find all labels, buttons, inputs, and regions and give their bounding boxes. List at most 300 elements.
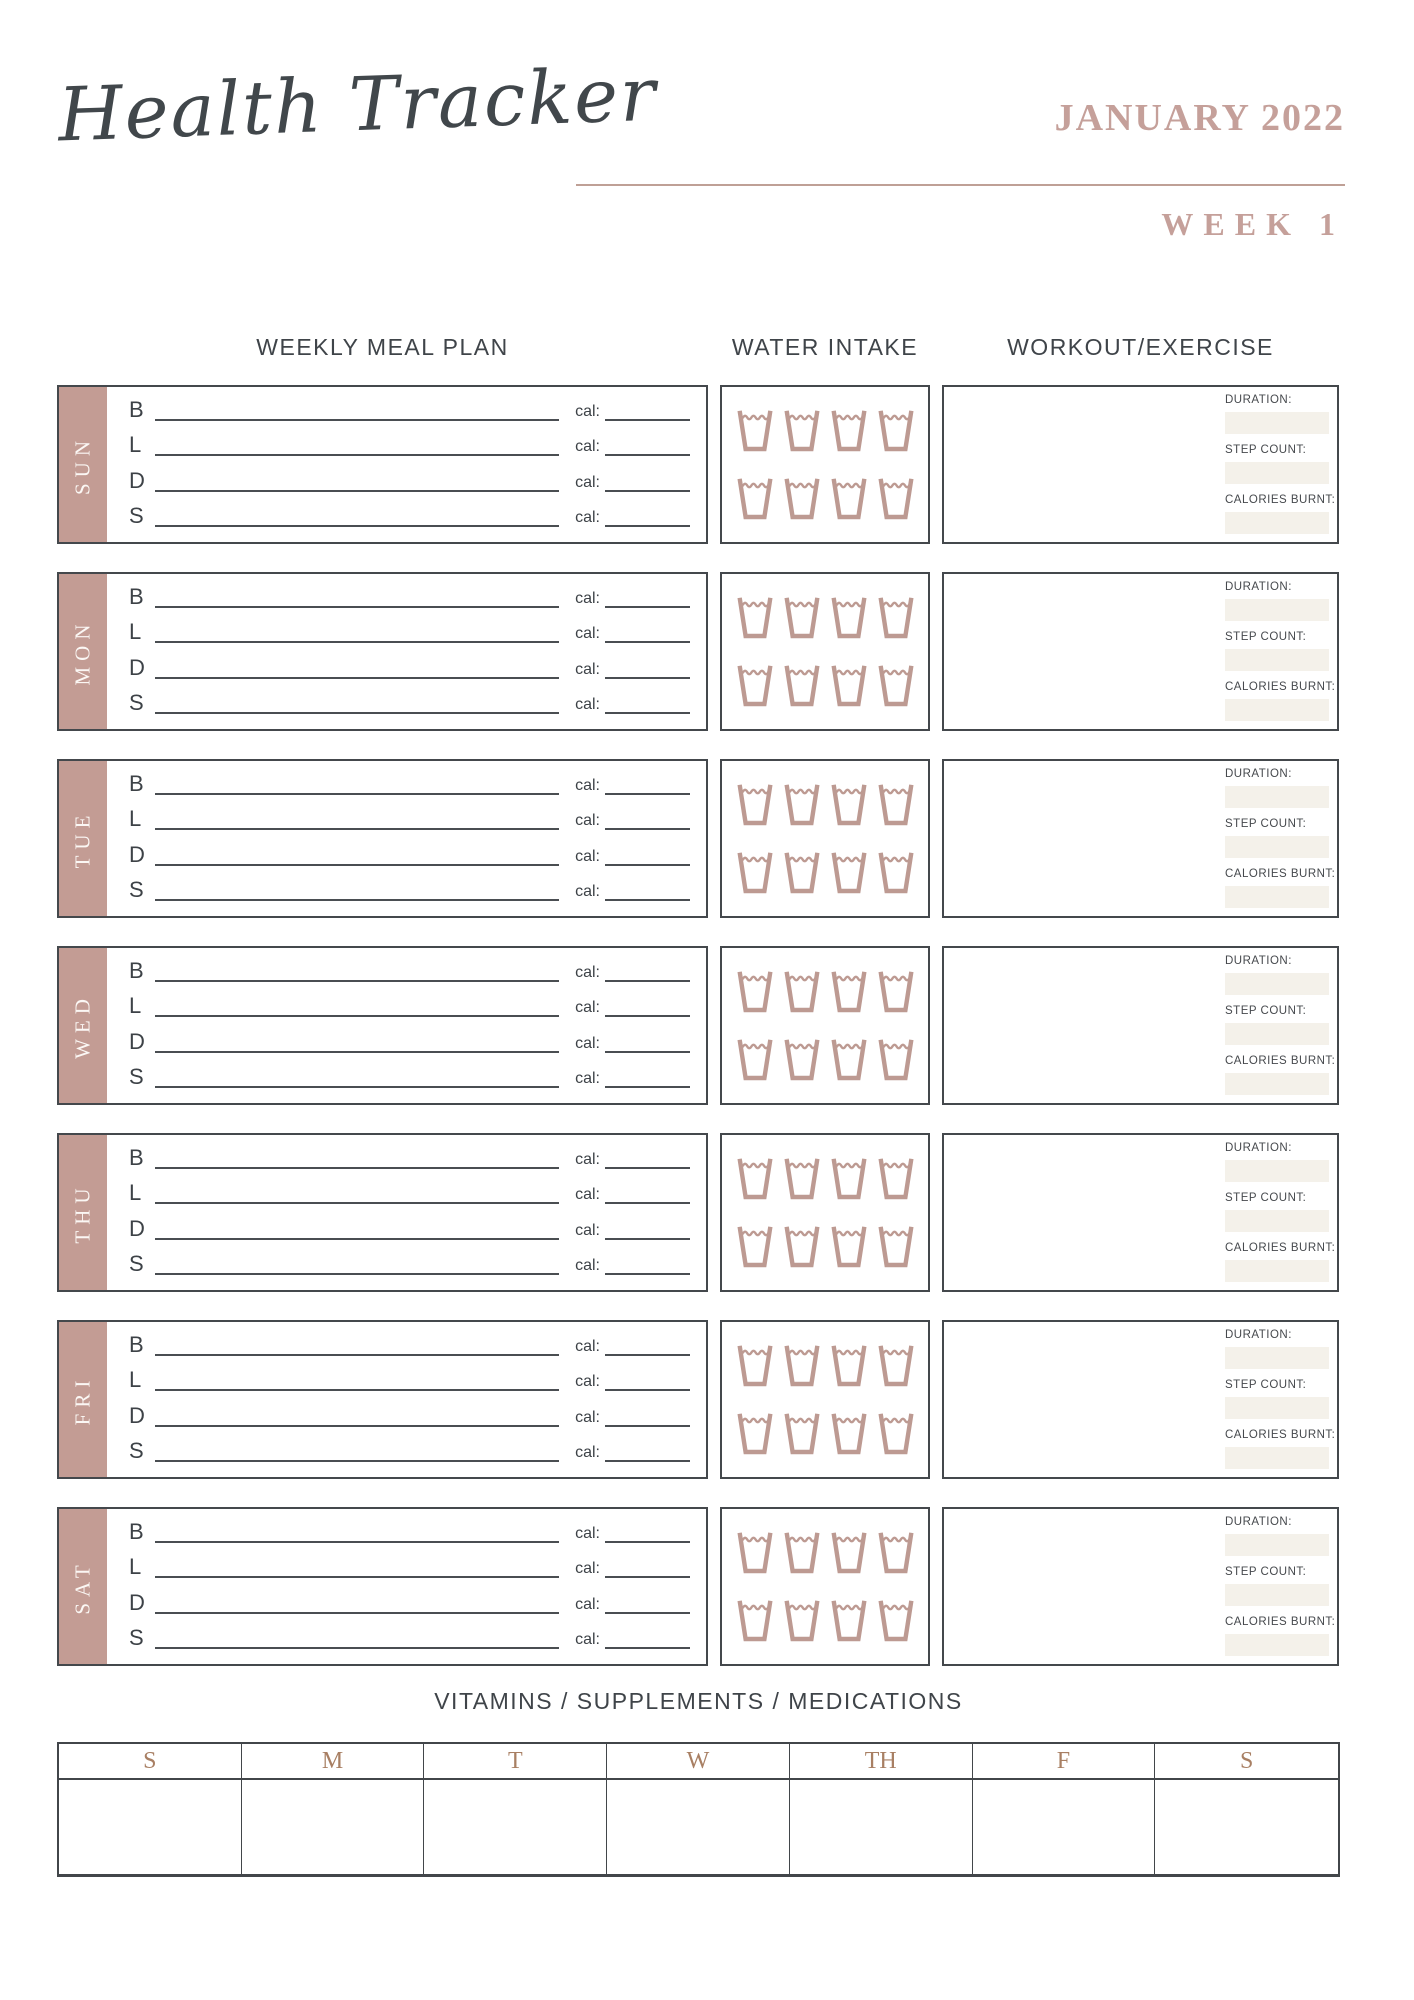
workout-box: [942, 759, 1339, 918]
meal-entry-line[interactable]: [155, 688, 559, 714]
calories-entry-line[interactable]: [605, 1220, 690, 1240]
vitamins-day-cell[interactable]: [973, 1780, 1156, 1874]
water-cup-icon[interactable]: [736, 410, 774, 452]
meal-letter: L: [129, 432, 142, 458]
water-cup-row: [736, 784, 915, 826]
vitamins-day-cell[interactable]: [1155, 1780, 1338, 1874]
workout-field-input[interactable]: [1225, 786, 1329, 808]
workout-field-label: DURATION:: [1225, 768, 1292, 780]
day-tab-label: THU: [70, 1181, 95, 1244]
workout-field-label: STEP COUNT:: [1225, 818, 1307, 830]
vitamins-day-header: W: [607, 1744, 790, 1780]
workout-field: [1225, 1328, 1329, 1369]
day-row: [57, 1133, 1340, 1292]
day-row: [57, 946, 1340, 1105]
water-cup-icon[interactable]: [783, 597, 821, 639]
meal-row: [129, 1586, 690, 1616]
calories-entry-line[interactable]: [605, 507, 690, 527]
water-cup-icon[interactable]: [736, 971, 774, 1013]
water-cup-icon[interactable]: [830, 665, 868, 707]
meal-entry-line[interactable]: [155, 1178, 559, 1204]
calories-entry-line[interactable]: [605, 1068, 690, 1088]
meal-entry-line[interactable]: [155, 804, 559, 830]
meal-letter: D: [129, 467, 145, 493]
workout-field-input[interactable]: [1225, 836, 1329, 858]
workout-field-label: DURATION:: [1225, 1516, 1292, 1528]
vitamins-body-row: [59, 1780, 1338, 1874]
meal-letter: S: [129, 1624, 144, 1650]
calories-label: cal:: [575, 882, 600, 900]
workout-field: [1225, 1378, 1329, 1419]
meal-row: [129, 1550, 690, 1580]
calories-entry-line[interactable]: [605, 1149, 690, 1169]
calories-entry-line[interactable]: [605, 1255, 690, 1275]
water-cup-icon[interactable]: [877, 410, 915, 452]
meal-row: [129, 393, 690, 423]
meal-row: [129, 464, 690, 494]
water-cup-icon[interactable]: [783, 852, 821, 894]
meal-row: [129, 954, 690, 984]
workout-box: [942, 1133, 1339, 1292]
workout-fields: [1225, 1322, 1336, 1477]
water-cup-icon[interactable]: [736, 1039, 774, 1081]
calories-label: cal:: [575, 1630, 600, 1648]
water-cup-icon[interactable]: [830, 971, 868, 1013]
meal-entry-line[interactable]: [155, 466, 559, 492]
workout-field: [1225, 1141, 1329, 1182]
calories-entry-line[interactable]: [605, 1558, 690, 1578]
calories-entry-line[interactable]: [605, 1371, 690, 1391]
workout-field-label: CALORIES BURNT:: [1225, 1616, 1336, 1628]
workout-box: [942, 946, 1339, 1105]
calories-label: cal:: [575, 695, 600, 713]
meal-entry-line[interactable]: [155, 1027, 559, 1053]
meal-letter: L: [129, 806, 142, 832]
workout-fields: [1225, 574, 1336, 729]
meal-letter: L: [129, 1554, 142, 1580]
meal-letter: L: [129, 619, 142, 645]
meal-rows: [107, 1135, 706, 1290]
day-tab: [59, 1509, 107, 1664]
workout-field-input[interactable]: [1225, 1023, 1329, 1045]
meal-entry-line[interactable]: [155, 1401, 559, 1427]
calories-label: cal:: [575, 403, 600, 420]
calories-label: cal:: [575, 438, 600, 456]
day-row: [57, 1507, 1340, 1666]
water-cup-row: [736, 478, 915, 520]
meal-entry-line[interactable]: [155, 1062, 559, 1088]
water-cup-icon[interactable]: [830, 852, 868, 894]
workout-field-input[interactable]: [1225, 1584, 1329, 1606]
workout-field-input[interactable]: [1225, 1260, 1329, 1282]
water-cup-icon[interactable]: [736, 1532, 774, 1574]
calories-entry-line[interactable]: [605, 810, 690, 830]
water-cup-icon[interactable]: [783, 410, 821, 452]
calories-entry-line[interactable]: [605, 997, 690, 1017]
meal-letter: D: [129, 1402, 145, 1428]
water-intake-box: [720, 385, 930, 544]
workout-field-input[interactable]: [1225, 699, 1329, 721]
water-cup-row: [736, 1413, 915, 1455]
meal-row: [129, 499, 690, 529]
meal-plan-box: [57, 572, 708, 731]
calories-entry-line[interactable]: [605, 1594, 690, 1614]
water-cup-icon[interactable]: [783, 971, 821, 1013]
meal-rows: [107, 1322, 706, 1477]
water-cup-icon[interactable]: [736, 852, 774, 894]
meal-letter: D: [129, 841, 145, 867]
workout-field-input[interactable]: [1225, 462, 1329, 484]
calories-label: cal:: [575, 1034, 600, 1052]
meal-entry-line[interactable]: [155, 617, 559, 643]
meal-entry-line[interactable]: [155, 1623, 559, 1649]
water-cup-icon[interactable]: [783, 1345, 821, 1387]
calories-label: cal:: [575, 590, 600, 607]
water-cup-icon[interactable]: [736, 1345, 774, 1387]
workout-field-input[interactable]: [1225, 1210, 1329, 1232]
meal-plan-box: [57, 946, 708, 1105]
meal-letter: S: [129, 876, 144, 902]
meal-row: [129, 615, 690, 645]
day-tab-label: MON: [70, 617, 95, 686]
water-cup-icon[interactable]: [736, 1600, 774, 1642]
meal-rows: [107, 574, 706, 729]
workout-field-input[interactable]: [1225, 973, 1329, 995]
water-cup-icon[interactable]: [736, 1226, 774, 1268]
water-cup-icon[interactable]: [830, 597, 868, 639]
meal-letter: B: [129, 584, 144, 609]
meal-row: [129, 1212, 690, 1242]
workout-field-label: CALORIES BURNT:: [1225, 681, 1336, 693]
meal-rows: [107, 1509, 706, 1664]
day-tab-label: FRI: [70, 1374, 95, 1425]
calories-label: cal:: [575, 473, 600, 491]
water-intake-header: WATER INTAKE: [731, 334, 919, 360]
water-cup-icon[interactable]: [830, 1600, 868, 1642]
water-cup-icon[interactable]: [830, 1413, 868, 1455]
water-cup-icon[interactable]: [877, 1600, 915, 1642]
workout-field-label: DURATION:: [1225, 581, 1292, 593]
meal-letter: S: [129, 502, 144, 528]
water-cup-icon[interactable]: [830, 1039, 868, 1081]
workout-field-input[interactable]: [1225, 649, 1329, 671]
meal-row: [129, 873, 690, 903]
water-cup-icon[interactable]: [877, 665, 915, 707]
water-cup-icon[interactable]: [877, 1413, 915, 1455]
water-intake-box: [720, 1507, 930, 1666]
water-cup-icon[interactable]: [783, 665, 821, 707]
water-cup-icon[interactable]: [877, 784, 915, 826]
water-cup-icon[interactable]: [830, 1532, 868, 1574]
vitamins-day-cell[interactable]: [790, 1780, 973, 1874]
meal-entry-line[interactable]: [155, 840, 559, 866]
vitamins-table: [57, 1742, 1340, 1877]
water-cup-icon[interactable]: [877, 852, 915, 894]
week-label: WEEK 1: [1161, 206, 1345, 242]
calories-label: cal:: [575, 1256, 600, 1274]
calories-entry-line[interactable]: [605, 881, 690, 901]
day-tab: [59, 1135, 107, 1290]
meal-row: [129, 1515, 690, 1545]
workout-fields: [1225, 387, 1336, 542]
meal-row: [129, 1363, 690, 1393]
workout-field-label: STEP COUNT:: [1225, 1005, 1307, 1017]
meal-letter: D: [129, 1215, 145, 1241]
workout-field-input[interactable]: [1225, 412, 1329, 434]
water-cup-icon[interactable]: [877, 597, 915, 639]
water-intake-box: [720, 1320, 930, 1479]
workout-field-input[interactable]: [1225, 1160, 1329, 1182]
water-cup-row: [736, 597, 915, 639]
workout-field-label: STEP COUNT:: [1225, 1192, 1307, 1204]
workout-field: [1225, 1191, 1329, 1232]
workout-field: [1225, 867, 1336, 908]
calories-entry-line[interactable]: [605, 1629, 690, 1649]
meal-entry-line[interactable]: [155, 875, 559, 901]
calories-entry-line[interactable]: [605, 623, 690, 643]
meal-plan-header: WEEKLY MEAL PLAN: [256, 334, 509, 360]
meal-entry-line[interactable]: [155, 956, 559, 982]
vitamins-day-cell[interactable]: [242, 1780, 425, 1874]
meal-entry-line[interactable]: [155, 653, 559, 679]
meal-row: [129, 838, 690, 868]
calories-entry-line[interactable]: [605, 436, 690, 456]
meal-entry-line[interactable]: [155, 582, 559, 608]
workout-field-label: DURATION:: [1225, 394, 1292, 406]
meal-entry-line[interactable]: [155, 1552, 559, 1578]
workout-field-input[interactable]: [1225, 1534, 1329, 1556]
day-tab-label: TUE: [70, 809, 95, 868]
day-tab: [59, 761, 107, 916]
calories-label: cal:: [575, 508, 600, 526]
meal-row: [129, 767, 690, 797]
water-cup-row: [736, 1600, 915, 1642]
calories-entry-line[interactable]: [605, 659, 690, 679]
meal-letter: L: [129, 993, 142, 1019]
water-intake-box: [720, 572, 930, 731]
meal-entry-line[interactable]: [155, 395, 559, 421]
water-cup-icon[interactable]: [783, 478, 821, 520]
water-cup-icon[interactable]: [877, 1039, 915, 1081]
meal-letter: S: [129, 1250, 144, 1276]
calories-entry-line[interactable]: [605, 1442, 690, 1462]
calories-entry-line[interactable]: [605, 962, 690, 982]
vitamins-day-header: T: [424, 1744, 607, 1780]
day-tab-label: SUN: [70, 434, 95, 495]
workout-fields: [1225, 1135, 1336, 1290]
meal-entry-line[interactable]: [155, 1436, 559, 1462]
water-cup-icon[interactable]: [830, 1158, 868, 1200]
water-cup-icon[interactable]: [783, 1158, 821, 1200]
water-cup-icon[interactable]: [830, 1226, 868, 1268]
meal-row: [129, 686, 690, 716]
workout-field-label: CALORIES BURNT:: [1225, 1429, 1336, 1441]
meal-rows: [107, 387, 706, 542]
day-row: [57, 572, 1340, 731]
calories-entry-line[interactable]: [605, 472, 690, 492]
water-cup-icon[interactable]: [830, 478, 868, 520]
calories-label: cal:: [575, 1373, 600, 1391]
calories-entry-line[interactable]: [605, 694, 690, 714]
workout-field: [1225, 630, 1329, 671]
meal-letter: B: [129, 958, 144, 983]
vitamins-day-header: TH: [790, 1744, 973, 1780]
meal-row: [129, 1399, 690, 1429]
workout-field: [1225, 393, 1329, 434]
workout-field: [1225, 1241, 1336, 1282]
water-cup-icon[interactable]: [877, 1226, 915, 1268]
water-cup-icon[interactable]: [736, 784, 774, 826]
day-row: [57, 1320, 1340, 1479]
calories-entry-line[interactable]: [605, 1407, 690, 1427]
workout-field-input[interactable]: [1225, 1073, 1329, 1095]
meal-entry-line[interactable]: [155, 501, 559, 527]
workout-field: [1225, 1054, 1336, 1095]
calories-label: cal:: [575, 999, 600, 1017]
meal-row: [129, 1176, 690, 1206]
calories-entry-line[interactable]: [605, 401, 690, 421]
meal-entry-line[interactable]: [155, 991, 559, 1017]
calories-label: cal:: [575, 625, 600, 643]
workout-field: [1225, 443, 1329, 484]
water-cup-icon[interactable]: [783, 1226, 821, 1268]
water-intake-box: [720, 759, 930, 918]
water-cup-icon[interactable]: [877, 478, 915, 520]
water-cup-icon[interactable]: [736, 597, 774, 639]
meal-letter: S: [129, 1063, 144, 1089]
meal-letter: S: [129, 689, 144, 715]
water-cup-icon[interactable]: [877, 1158, 915, 1200]
vitamins-day-cell[interactable]: [59, 1780, 242, 1874]
calories-entry-line[interactable]: [605, 846, 690, 866]
workout-field-input[interactable]: [1225, 1347, 1329, 1369]
meal-letter: D: [129, 654, 145, 680]
water-cup-icon[interactable]: [736, 665, 774, 707]
calories-entry-line[interactable]: [605, 1523, 690, 1543]
water-cup-icon[interactable]: [783, 1600, 821, 1642]
workout-field-label: CALORIES BURNT:: [1225, 1242, 1336, 1254]
calories-entry-line[interactable]: [605, 775, 690, 795]
meal-entry-line[interactable]: [155, 769, 559, 795]
header-divider: [576, 184, 1345, 186]
meal-row: [129, 1434, 690, 1464]
workout-field-input[interactable]: [1225, 1397, 1329, 1419]
meal-row: [129, 580, 690, 610]
meal-entry-line[interactable]: [155, 1214, 559, 1240]
water-cup-icon[interactable]: [783, 1532, 821, 1574]
workout-field-label: STEP COUNT:: [1225, 1379, 1307, 1391]
workout-field-input[interactable]: [1225, 886, 1329, 908]
calories-label: cal:: [575, 1069, 600, 1087]
workout-field-input[interactable]: [1225, 512, 1329, 534]
meal-plan-box: [57, 1133, 708, 1292]
day-row: [57, 385, 1340, 544]
water-cup-row: [736, 665, 915, 707]
meal-entry-line[interactable]: [155, 1588, 559, 1614]
workout-field-input[interactable]: [1225, 1447, 1329, 1469]
water-intake-box: [720, 946, 930, 1105]
day-rows: [57, 385, 1340, 1694]
vitamins-day-cell[interactable]: [424, 1780, 607, 1874]
vitamins-day-header: S: [1155, 1744, 1338, 1780]
water-cup-icon[interactable]: [783, 784, 821, 826]
water-cup-icon[interactable]: [877, 971, 915, 1013]
meal-entry-line[interactable]: [155, 1143, 559, 1169]
calories-label: cal:: [575, 1408, 600, 1426]
meal-plan-box: [57, 1320, 708, 1479]
water-cup-row: [736, 852, 915, 894]
day-tab: [59, 387, 107, 542]
calories-entry-line[interactable]: [605, 1336, 690, 1356]
water-cup-icon[interactable]: [830, 784, 868, 826]
meal-row: [129, 802, 690, 832]
calories-entry-line[interactable]: [605, 588, 690, 608]
vitamins-day-header: S: [59, 1744, 242, 1780]
water-cup-row: [736, 1158, 915, 1200]
workout-field: [1225, 580, 1329, 621]
workout-field: [1225, 954, 1329, 995]
workout-field: [1225, 1004, 1329, 1045]
water-cup-icon[interactable]: [877, 1532, 915, 1574]
water-cup-icon[interactable]: [783, 1413, 821, 1455]
calories-label: cal:: [575, 1443, 600, 1461]
meal-plan-box: [57, 385, 708, 544]
workout-field-label: DURATION:: [1225, 955, 1292, 967]
calories-label: cal:: [575, 1525, 600, 1542]
water-cup-icon[interactable]: [830, 1345, 868, 1387]
workout-field-input[interactable]: [1225, 599, 1329, 621]
water-cup-icon[interactable]: [736, 478, 774, 520]
workout-field-label: CALORIES BURNT:: [1225, 868, 1336, 880]
water-cup-icon[interactable]: [877, 1345, 915, 1387]
water-cup-row: [736, 1345, 915, 1387]
workout-field: [1225, 680, 1336, 721]
water-cup-icon[interactable]: [783, 1039, 821, 1081]
workout-field-label: STEP COUNT:: [1225, 1566, 1307, 1578]
meal-letter: B: [129, 771, 144, 796]
water-cup-icon[interactable]: [736, 1413, 774, 1455]
meal-entry-line[interactable]: [155, 1330, 559, 1356]
calories-label: cal:: [575, 1595, 600, 1613]
workout-field: [1225, 1515, 1329, 1556]
water-cup-row: [736, 1226, 915, 1268]
meal-entry-line[interactable]: [155, 1517, 559, 1543]
calories-entry-line[interactable]: [605, 1184, 690, 1204]
day-tab: [59, 574, 107, 729]
meal-letter: B: [129, 1145, 144, 1170]
water-cup-row: [736, 1532, 915, 1574]
workout-fields: [1225, 761, 1336, 916]
vitamins-day-cell[interactable]: [607, 1780, 790, 1874]
day-tab: [59, 948, 107, 1103]
calories-label: cal:: [575, 812, 600, 830]
water-cup-icon[interactable]: [736, 1158, 774, 1200]
workout-field-input[interactable]: [1225, 1634, 1329, 1656]
calories-label: cal:: [575, 660, 600, 678]
meal-row: [129, 1328, 690, 1358]
calories-label: cal:: [575, 1186, 600, 1204]
workout-field-label: DURATION:: [1225, 1329, 1292, 1341]
calories-label: cal:: [575, 777, 600, 794]
meal-entry-line[interactable]: [155, 1249, 559, 1275]
meal-rows: [107, 948, 706, 1103]
workout-field-label: STEP COUNT:: [1225, 444, 1307, 456]
meal-entry-line[interactable]: [155, 1365, 559, 1391]
calories-entry-line[interactable]: [605, 1033, 690, 1053]
water-cup-row: [736, 410, 915, 452]
meal-entry-line[interactable]: [155, 430, 559, 456]
water-cup-icon[interactable]: [830, 410, 868, 452]
